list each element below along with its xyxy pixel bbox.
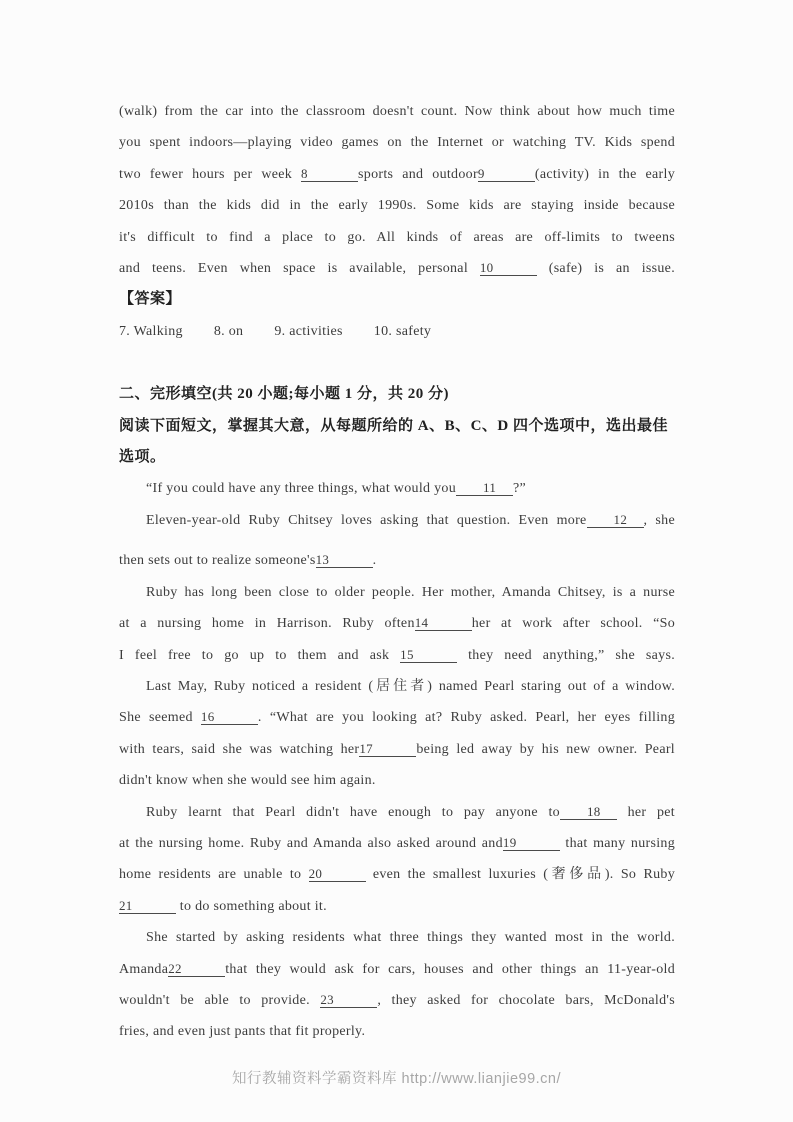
cloze-blank-22: 22 [168, 961, 225, 977]
cloze-text-line: Last May, Ruby noticed a resident (居住者) named Pearl staring out of a window. [146, 678, 675, 694]
cloze-blank-18: 18 [560, 804, 617, 820]
passage-line: and teens. Even when space is available, personal 10 (safe) is an issue. [119, 260, 675, 277]
passage-line: 2010s than the kids did in the early 1990s. Some kids are staying inside because [119, 198, 675, 214]
cloze-section-heading: 二、完形填空(共 20 小题;每小题 1 分，共 20 分) [119, 386, 449, 403]
answers-row [119, 316, 675, 347]
cloze-text-line: Eleven-year-old Ruby Chitsey loves asking that question. Even more 12 , she [146, 511, 675, 528]
cloze-blank-12: 12 [587, 512, 644, 528]
cloze-blank-11: 11 [456, 480, 513, 496]
cloze-text-line: Amanda22 that they would ask for cars, houses and other things an 11-year-old [119, 960, 675, 977]
passage-line: two fewer hours per week 8 sports and outdoor9 (activity) in the early [119, 165, 675, 182]
answer-item: 9. activities [274, 323, 343, 339]
passage-lines [119, 96, 675, 284]
cloze-blank-19: 19 [503, 835, 560, 851]
cloze-blank-17: 17 [359, 741, 416, 757]
cloze-text-line: She started by asking residents what three things they wanted most in the world. [146, 930, 675, 946]
answer-item: 7. Walking [119, 323, 183, 339]
cloze-text-line: at a nursing home in Harrison. Ruby often14 her at work after school. “So [119, 615, 675, 632]
section-reading-passage [119, 96, 675, 347]
cloze-blank-10: 10 [480, 260, 537, 276]
cloze-text-line: then sets out to realize someone's13 . [119, 552, 377, 569]
cloze-blank-14: 14 [415, 615, 472, 631]
passage-line: it's difficult to find a place to go. All kinds of areas are off-limits to tweens [119, 229, 675, 245]
cloze-blank-23: 23 [320, 992, 377, 1008]
cloze-instruction: 阅读下面短文，掌握其大意，从每题所给的 A、B、C、D 四个选项中，选出最佳选项。 [119, 417, 669, 466]
cloze-text-line: wouldn't be able to provide. 23 , they asked for chocolate bars, McDonald's [119, 991, 675, 1008]
footer-watermark: 知行教辅资料学霸资料库 http://www.lianjie99.cn/ [231, 1071, 562, 1087]
cloze-text-line: 21 to do something about it. [119, 897, 327, 914]
cloze-text-line: fries, and even just pants that fit properly. [119, 1024, 366, 1040]
cloze-blank-16: 16 [201, 709, 258, 725]
cloze-text-line: Ruby has long been close to older people. Her mother, Amanda Chitsey, is a nurse [146, 584, 675, 600]
cloze-text-line: She seemed 16 . “What are you looking at? Ruby asked. Pearl, her eyes filling [119, 709, 675, 726]
cloze-blank-15: 15 [400, 647, 457, 663]
section-cloze [119, 379, 675, 1048]
cloze-text-line: with tears, said she was watching her17 being led away by his new owner. Pearl [119, 740, 675, 757]
cloze-text-line: didn't know when she would see him again. [119, 773, 376, 789]
answers-heading: 【答案】 [119, 291, 182, 308]
cloze-text-line: at the nursing home. Ruby and Amanda also asked around and19 that many nursing [119, 834, 675, 851]
cloze-text-line: I feel free to go up to them and ask 15 they need anything,” she says. [119, 646, 675, 663]
cloze-blank-13: 13 [316, 552, 373, 568]
cloze-blank-21: 21 [119, 898, 176, 914]
cloze-text-line: Ruby learnt that Pearl didn't have enough to pay anyone to 18 her pet [146, 803, 675, 820]
cloze-blank-9: 9 [478, 166, 535, 182]
answer-item: 8. on [213, 323, 244, 339]
exam-content [119, 96, 675, 1048]
passage-line: (walk) from the car into the classroom doesn't count. Now think about how much time [119, 104, 675, 119]
cloze-text-line: home residents are unable to 20 even the smallest luxuries (奢侈品). So Ruby [119, 866, 675, 883]
cloze-blank-20: 20 [309, 866, 366, 882]
cloze-text-line: “If you could have any three things, what would you 11 ?” [146, 480, 527, 497]
answer-item: 10. safety [373, 323, 432, 339]
cloze-paragraphs [119, 473, 675, 1047]
cloze-blank-8: 8 [301, 166, 358, 182]
passage-line: you spent indoors—playing video games on the Internet or watching TV. Kids spend [119, 135, 675, 151]
